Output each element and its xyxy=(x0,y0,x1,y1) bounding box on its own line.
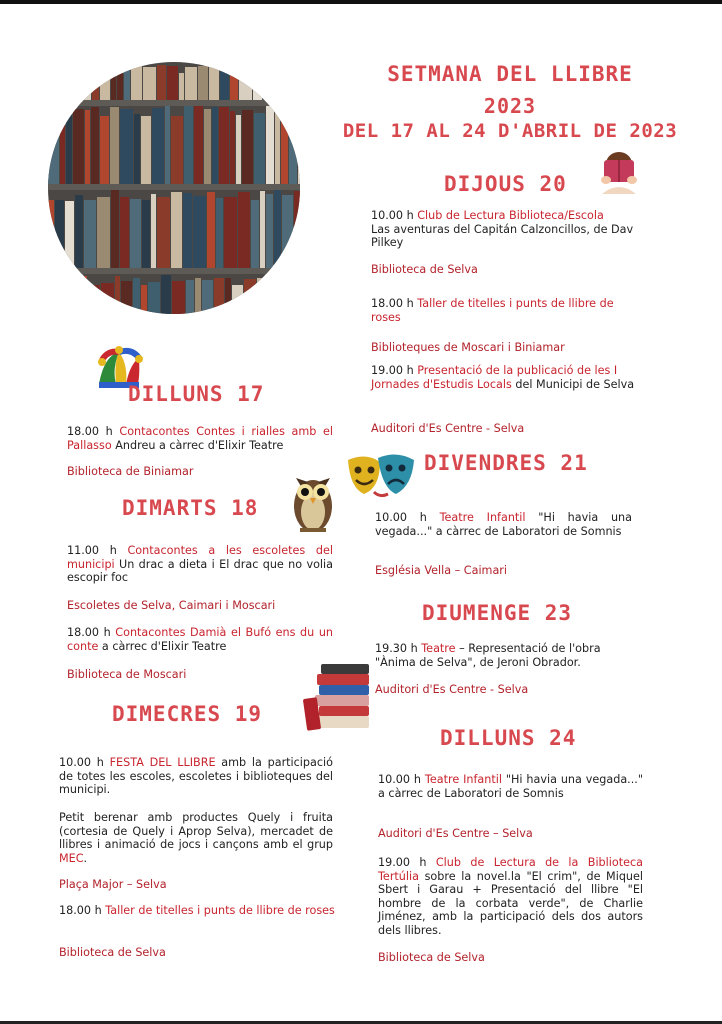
event-detail: "Hi havia una vegada..." a càrrec de Laboratori de Somnis xyxy=(375,511,632,538)
event-title: Contacontes Contes i rialles amb el Pallasso xyxy=(67,425,333,452)
event-place: Biblioteca de Biniamar xyxy=(67,465,194,478)
event-time: 10.00 h xyxy=(59,756,104,769)
day-dimecres-19: DIMECRES 19 xyxy=(112,702,263,726)
event-detail: sobre la novel.la "El crim", de Miquel Sbert i Garau + Presentació del llibre "El hombre de la corbata verde", de Charlie Jiménez, amb la participació dels dos autors dels llibres. xyxy=(378,869,644,937)
event-d17 xyxy=(67,425,333,452)
event-place: Auditori d'Es Centre – Selva xyxy=(378,827,533,840)
event-extra-dot: . xyxy=(83,851,88,865)
book-stack-icon xyxy=(303,662,373,734)
event-d20b xyxy=(371,297,643,324)
event-detail: del Municipi de Selva xyxy=(515,377,635,391)
owl-icon xyxy=(290,466,336,534)
event-d18b xyxy=(67,626,333,653)
event-detail: Un drac a dieta i El drac que no volia escopir foc xyxy=(67,557,333,584)
title-year: 2023 xyxy=(483,94,537,118)
event-time: 10.00 h xyxy=(375,511,427,524)
event-d21 xyxy=(375,511,632,538)
top-border xyxy=(0,0,722,4)
event-d20c xyxy=(371,364,643,391)
day-dilluns-24: DILLUNS 24 xyxy=(440,726,577,750)
event-place: Biblioteca de Selva xyxy=(371,263,478,276)
event-title: Contacontes Damià el Bufó ens du un conte xyxy=(67,626,333,653)
event-title: Taller de titelles i punts de llibre de roses xyxy=(371,297,614,324)
event-time: 19.00 h xyxy=(378,856,427,869)
theatre-masks-icon xyxy=(344,452,418,502)
event-place: Biblioteca de Moscari xyxy=(67,668,187,681)
event-time: 18.00 h xyxy=(67,425,113,438)
event-extra: Petit berenar amb productes Quely i fruita (cortesia de Quely i Aprop Selva), mercadet de llibres i animació de jocs i cançons amb el grup xyxy=(59,811,333,851)
event-detail: "Hi havia una vegada..." a càrrec de Laboratori de Somnis xyxy=(378,773,643,800)
event-detail: – Representació de l'obra "Ànima de Selva", de Jeroni Obrador. xyxy=(375,642,601,669)
event-title: Contacontes a les escoletes del municipi xyxy=(67,544,333,571)
event-title: Presentació de la publicació de les I Jornades d'Estudis Locals xyxy=(371,364,618,391)
title-dates: DEL 17 AL 24 D'ABRIL DE 2023 xyxy=(342,120,678,142)
day-dijous-20: DIJOUS 20 xyxy=(444,172,567,196)
event-time: 19.30 h xyxy=(375,642,418,655)
reader-icon xyxy=(594,146,644,196)
day-dimarts-18: DIMARTS 18 xyxy=(122,496,259,520)
event-time: 19.00 h xyxy=(371,364,414,377)
event-time: 10.00 h xyxy=(371,209,414,222)
event-d20a xyxy=(371,209,651,250)
event-d18a xyxy=(67,544,333,585)
event-place: Escoletes de Selva, Caimari i Moscari xyxy=(67,599,276,612)
event-place: Església Vella – Caimari xyxy=(375,564,508,577)
event-title: FESTA DEL LLIBRE xyxy=(109,756,216,769)
event-title: Club de Lectura Biblioteca/Escola xyxy=(417,209,604,222)
event-place: Biblioteca de Selva xyxy=(59,946,166,959)
event-detail: amb la participació de totes les escoles, escoletes i biblioteques del municipi. xyxy=(59,756,333,796)
event-place: Auditori d'Es Centre - Selva xyxy=(375,683,529,696)
event-time: 18.00 h xyxy=(59,904,102,917)
event-time: 18.00 h xyxy=(67,626,111,639)
event-d23 xyxy=(375,642,637,669)
event-title: Taller de titelles i punts de llibre de roses xyxy=(105,904,335,917)
event-detail: a càrrec d'Elixir Teatre xyxy=(101,639,227,653)
event-time: 18.00 h xyxy=(371,297,414,310)
event-detail: Andreu a càrrec d'Elixir Teatre xyxy=(115,438,284,452)
event-title: Teatre Infantil xyxy=(439,511,526,524)
event-title: Teatre xyxy=(421,642,456,655)
event-place: Auditori d'Es Centre - Selva xyxy=(371,422,525,435)
event-title: Club de Lectura de la Biblioteca Tertúlia xyxy=(378,856,643,883)
event-time: 11.00 h xyxy=(67,544,117,557)
event-place: Biblioteca de Selva xyxy=(378,951,485,964)
event-time: 10.00 h xyxy=(378,773,422,786)
event-detail: Las aventuras del Capitán Calzoncillos, de Dav Pilkey xyxy=(371,222,634,249)
event-d19a-extra xyxy=(59,811,333,865)
day-divendres-21: DIVENDRES 21 xyxy=(424,451,588,475)
event-place: Plaça Major – Selva xyxy=(59,878,167,891)
bookshelf-photo xyxy=(48,62,300,314)
event-d19a xyxy=(59,756,333,797)
event-d19b xyxy=(59,904,339,918)
event-d24a xyxy=(378,773,643,800)
day-diumenge-23: DIUMENGE 23 xyxy=(422,601,573,625)
event-d24b xyxy=(378,856,643,937)
event-group: MEC xyxy=(59,851,84,865)
event-title: Teatre Infantil xyxy=(424,773,502,786)
day-dilluns-17: DILLUNS 17 xyxy=(128,382,265,406)
title-line1: SETMANA DEL LLIBRE xyxy=(387,62,633,86)
event-place: Biblioteques de Moscari i Biniamar xyxy=(371,341,565,354)
